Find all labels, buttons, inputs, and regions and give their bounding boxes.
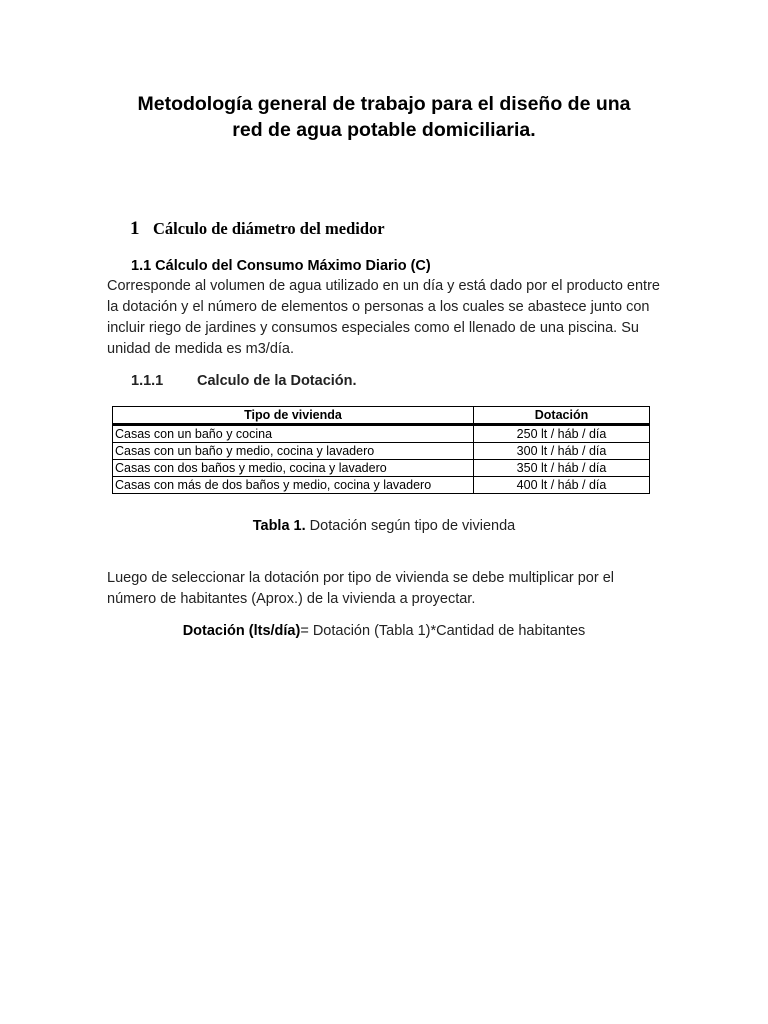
section-1-number: 1	[130, 218, 140, 239]
section-1-heading	[130, 218, 385, 240]
table-header-dotacion: Dotación	[474, 407, 650, 425]
formula-text: = Dotación (Tabla 1)*Cantidad de habitantes	[300, 623, 586, 639]
table-cell-tipo: Casas con un baño y cocina	[113, 425, 474, 443]
table-cell-dotacion: 300 lt / háb / día	[474, 443, 650, 460]
table-cell-tipo: Casas con más de dos baños y medio, cocina y lavadero	[113, 477, 474, 494]
table-cell-tipo: Casas con dos baños y medio, cocina y lavadero	[113, 460, 474, 477]
dotacion-table	[112, 406, 650, 494]
paragraph-2: Luego de seleccionar la dotación por tipo de vivienda se debe multiplicar por el número de habitantes (Aprox.) de la vivienda a proyectar.	[107, 570, 615, 607]
table-row	[113, 443, 650, 460]
table-row	[113, 460, 650, 477]
section-1-1-1-heading	[131, 373, 357, 389]
document-title	[0, 91, 768, 143]
table-cell-dotacion: 350 lt / háb / día	[474, 460, 650, 477]
section-1-1-heading: 1.1 Cálculo del Consumo Máximo Diario (C)	[131, 258, 431, 274]
section-1-1-paragraph: Corresponde al volumen de agua utilizado en un día y está dado por el producto entre la dotación y el número de elementos o personas a los cuales se abastece junto con incluir riego de jardines y consumos especiales como el llenado de una piscina. Su unidad de medida es m3/día.	[107, 278, 660, 357]
section-1-title: Cálculo de diámetro del medidor	[153, 219, 385, 238]
table-header-tipo: Tipo de vivienda	[113, 407, 474, 425]
formula	[0, 623, 768, 639]
formula-label: Dotación (lts/día)	[182, 623, 301, 639]
title-line-2: red de agua potable domiciliaria.	[232, 119, 536, 141]
table-caption	[0, 518, 768, 534]
table-cell-dotacion: 250 lt / háb / día	[474, 425, 650, 443]
table-caption-text: Dotación según tipo de vivienda	[305, 518, 516, 534]
table-caption-label: Tabla 1.	[252, 518, 306, 534]
table-cell-dotacion: 400 lt / háb / día	[474, 477, 650, 494]
table-row	[113, 477, 650, 494]
section-1-1-1-title: Calculo de la Dotación.	[197, 373, 357, 389]
table-cell-tipo: Casas con un baño y medio, cocina y lavadero	[113, 443, 474, 460]
table-header-row	[113, 407, 650, 425]
title-line-1: Metodología general de trabajo para el diseño de una	[137, 93, 631, 115]
table-row	[113, 425, 650, 443]
section-1-1-1-number: 1.1.1	[131, 373, 164, 389]
